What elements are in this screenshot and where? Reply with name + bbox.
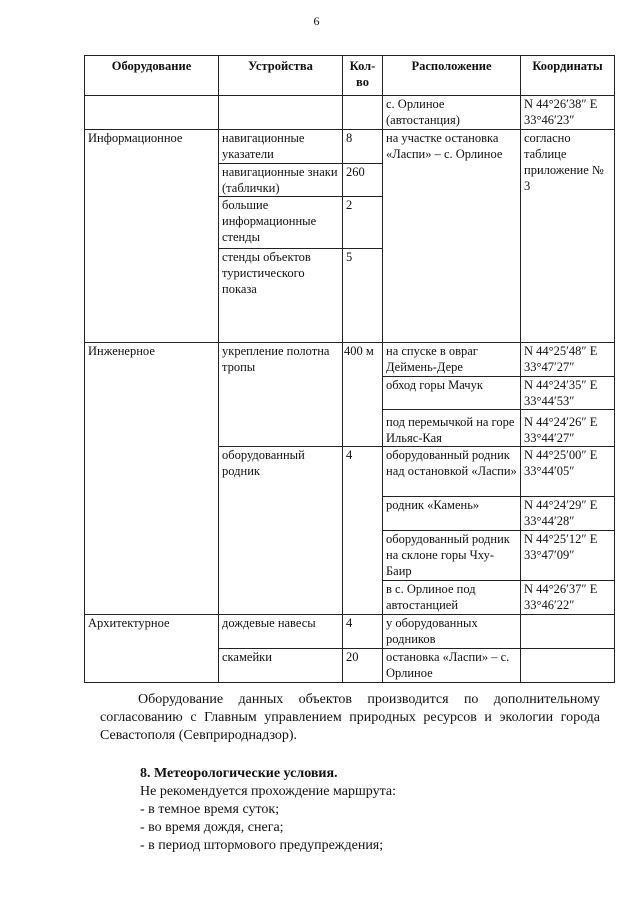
header-count [343,56,383,96]
location-cell: в с. Орлиное под автостанцией [383,581,521,615]
paragraph-approval: Оборудование данных объектов производится по дополнительному согласованию с Главным управлением природных ресурсов и экологии города Севастополя (Севприроднадзор). [100,692,600,743]
location-cell: родник «Камень» [383,497,521,531]
coords-cell: согласно таблице приложение № 3 [521,130,615,343]
list-item: - в период штормового предупреждения; [140,838,384,853]
header-coordinates: Координаты [521,56,615,96]
table-row [85,130,615,164]
count-cell: 400 м [343,343,383,447]
equipment-cell: Инженерное [85,343,219,615]
coords-cell: N 44°26′38″ E 33°46′23″ [521,96,615,130]
coords-cell: N 44°24′29″ E 33°44′28″ [521,497,615,531]
count-cell: 20 [343,649,383,683]
section-heading: 8. Метеорологические условия. [140,766,338,781]
list-item: - во время дождя, снега; [140,820,284,835]
count-cell: 2 [343,197,383,249]
count-cell: 8 [343,130,383,164]
header-location: Расположение [383,56,521,96]
table-row [85,96,615,130]
coords-cell: N 44°25′00″ E 33°44′05″ [521,447,615,497]
table-row [85,615,615,649]
location-cell: оборудованный родник над остановкой «Ласпи» [383,447,521,497]
count-cell: 4 [343,615,383,649]
table-row [85,343,615,377]
location-cell: на спуске в овраг Деймень-Дере [383,343,521,377]
coords-cell: N 44°26′37″ E 33°46′22″ [521,581,615,615]
device-cell: навигационные указатели [219,130,343,164]
device-cell: укрепление полотна тропы [219,343,343,447]
header-count-line1: Кол- [349,59,376,73]
location-cell: с. Орлиное (автостанция) [383,96,521,130]
device-cell: оборудованный родник [219,447,343,615]
device-cell: скамейки [219,649,343,683]
coords-cell [521,615,615,649]
list-item: - в темное время суток; [140,802,280,817]
coords-cell [521,649,615,683]
device-cell: навигационные знаки (таблички) [219,164,343,197]
location-cell: на участке остановка «Ласпи» – с. Орлиное [383,130,521,343]
page-number: 6 [313,14,320,28]
equipment-cell: Информационное [85,130,219,343]
header-count-line2: во [356,75,369,89]
count-cell: 4 [343,447,383,615]
count-cell: 5 [343,249,383,343]
coords-cell: N 44°24′35″ E 33°44′53″ [521,377,615,410]
device-cell: дождевые навесы [219,615,343,649]
location-cell: оборудованный родник на склоне горы Чху-Баир [383,531,521,581]
location-cell: под перемычкой на горе Ильяс-Кая [383,410,521,447]
location-cell: у оборудованных родников [383,615,521,649]
header-devices: Устройства [219,56,343,96]
equipment-cell: Архитектурное [85,615,219,683]
coords-cell: N 44°25′48″ E 33°47′27″ [521,343,615,377]
coords-cell: N 44°24′26″ E 33°44′27″ [521,410,615,447]
location-cell: остановка «Ласпи» – с. Орлиное [383,649,521,683]
device-cell: стенды объектов туристического показа [219,249,343,343]
count-cell: 260 [343,164,383,197]
device-cell: большие информационные стенды [219,197,343,249]
section-intro-line: Не рекомендуется прохождение маршрута: [140,784,396,799]
coords-cell: N 44°25′12″ E 33°47′09″ [521,531,615,581]
location-cell: обход горы Мачук [383,377,521,410]
equipment-table [84,55,615,683]
table-header-row [85,56,615,96]
header-equipment: Оборудование [85,56,219,96]
